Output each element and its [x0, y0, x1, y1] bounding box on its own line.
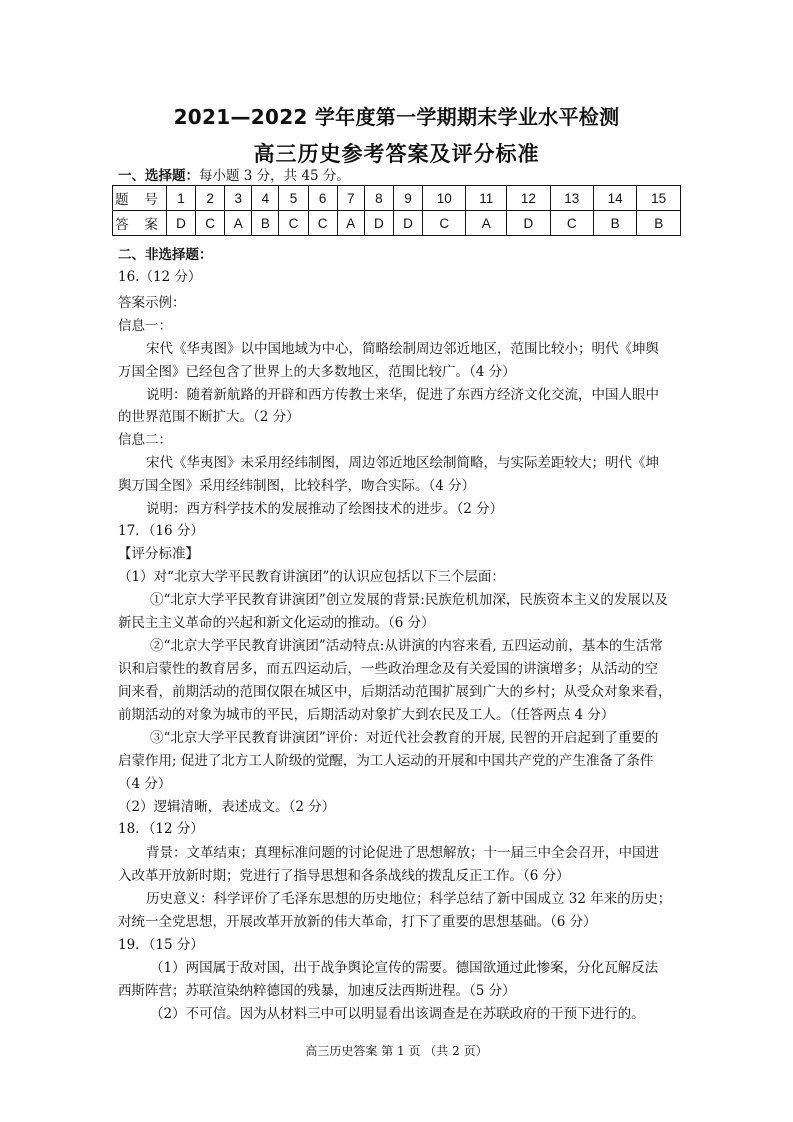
answer-cell: A — [337, 211, 364, 236]
answer-example-label: 答案示例： — [118, 295, 186, 311]
document-subtitle: 高三历史参考答案及评分标准 — [253, 142, 540, 166]
answer-cell: D — [364, 211, 393, 236]
section1-note: 每小题 3 分，共 45 分。 — [199, 168, 350, 184]
question-number: 3 — [225, 186, 252, 211]
body-line: 历史意义：科学评价了毛泽东思想的历史地位；科学总结了新中国成立 32 年来的历史； — [146, 891, 672, 907]
body-line: 舆万国全图》采用经纬制图，比较科学，吻合实际。（4 分） — [118, 478, 476, 494]
body-line: （4 分） — [118, 776, 172, 792]
question-number: 1 — [167, 186, 196, 211]
body-line: ②“北京大学平民教育讲演团”活动特点:从讲演的内容来看, 五四运动前，基本的生活常 — [150, 638, 663, 654]
question-number: 6 — [308, 186, 337, 211]
answer-cell: A — [225, 211, 252, 236]
body-line: 说明：西方科学技术的发展推动了绘图技术的进步。（2 分） — [146, 501, 504, 517]
question-number: 5 — [279, 186, 308, 211]
q18-header: 18．（12 分） — [118, 821, 204, 837]
body-line: （1）对“北京大学平民教育讲演团”的认识应包括以下三个层面： — [118, 569, 505, 585]
section2-heading: 二、非选择题： — [118, 247, 213, 263]
answer-cell: C — [423, 211, 466, 236]
answer-cell: D — [167, 211, 196, 236]
body-line: 对统一全党思想，开展改革开放新的伟大革命，打下了重要的思想基础。（6 分） — [118, 914, 597, 930]
q19-header: 19．（15 分） — [118, 937, 204, 953]
answer-cell: D — [507, 211, 550, 236]
body-line: 新民主主义革命的兴起和新文化运动的推动。（6 分） — [118, 615, 435, 631]
q16-header: 16.（12 分） — [118, 269, 202, 285]
question-number: 8 — [364, 186, 393, 211]
section1-header — [118, 167, 350, 185]
body-line: 启蒙作用; 促进了北方工人阶级的觉醒，为工人运动的开展和中国共产党的产生准备了条件 — [118, 753, 654, 769]
body-line: 说明：随着新航路的开辟和西方传教士来华，促进了东西方经济文化交流，中国人眼中 — [146, 387, 659, 403]
question-number: 9 — [393, 186, 422, 211]
body-line: 前期活动的对象为城市的平民，后期活动对象扩大到农民及工人。（任答两点 4 分） — [118, 707, 615, 723]
body-line: 入改革开放新时期；党进行了指导思想和各条战线的拨乱反正工作。（6 分） — [118, 868, 570, 884]
answer-cell: C — [550, 211, 593, 236]
answer-cell: C — [196, 211, 225, 236]
answer-table — [112, 185, 681, 236]
q17-header: 17．（16 分） — [118, 523, 204, 539]
answer-cell: B — [637, 211, 681, 236]
question-number: 15 — [637, 186, 681, 211]
answer-row — [113, 211, 681, 236]
body-line: ③“北京大学平民教育讲演团”评价：对近代社会教育的开展, 民智的开启起到了重要的 — [150, 730, 659, 746]
body-line: 宋代《华夷图》以中国地域为中心，简略绘制周边邻近地区，范围比较小；明代《坤舆 — [146, 341, 659, 357]
section1-heading: 一、选择题： — [118, 168, 199, 184]
scoring-label: 【评分标准】 — [118, 546, 199, 562]
body-line: 的世界范围不断扩大。（2 分） — [118, 409, 300, 425]
body-line: 西斯阵营；苏联渲染纳粹德国的残暴，加速反法西斯进程。（5 分） — [118, 983, 516, 999]
question-number: 12 — [507, 186, 550, 211]
answer-cell: A — [466, 211, 507, 236]
body-line: （2）不可信。因为从材料三中可以明显看出该调查是在苏联政府的干预下进行的。 — [150, 1006, 645, 1022]
body-line: 背景：文革结束；真理标准问题的讨论促进了思想解放；十一届三中全会召开，中国进 — [146, 845, 659, 861]
body-line: ①“北京大学平民教育讲演团”创立发展的背景:民族危机加深，民族资本主义的发展以及 — [150, 592, 668, 608]
answer-cell: D — [393, 211, 422, 236]
info2-label: 信息二： — [118, 432, 172, 448]
question-number: 2 — [196, 186, 225, 211]
answer-cell: C — [279, 211, 308, 236]
answer-cell: C — [308, 211, 337, 236]
body-line: 间来看，前期活动的范围仅限在城区中，后期活动范围扩展到广大的乡村；从受众对象来看， — [118, 684, 672, 700]
question-number: 4 — [252, 186, 279, 211]
body-line: （2）逻辑清晰，表述成文。（2 分） — [118, 799, 336, 815]
question-number: 11 — [466, 186, 507, 211]
question-number: 13 — [550, 186, 593, 211]
body-line: 识和启蒙性的教育居多，而五四运动后，一些政治理念及有关爱国的讲演增多；从活动的空 — [118, 661, 658, 677]
row-label-number: 题 号 — [113, 186, 167, 211]
info1-label: 信息一： — [118, 318, 172, 334]
page-footer: 高三历史答案 第 1 页 （共 2 页） — [305, 1044, 488, 1058]
question-number: 10 — [423, 186, 466, 211]
body-line: 万国全图》已经包含了世界上的大多数地区，范围比较广。（4 分） — [118, 364, 516, 380]
question-number-row — [113, 186, 681, 211]
row-label-answer: 答 案 — [113, 211, 167, 236]
body-line: （1）两国属于敌对国，出于战争舆论宣传的需要。德国欲通过此惨案，分化瓦解反法 — [150, 960, 659, 976]
body-line: 宋代《华夷图》未采用经纬制图，周边邻近地区绘制简略，与实际差距较大；明代《坤 — [146, 455, 659, 471]
answer-cell: B — [593, 211, 636, 236]
answer-cell: B — [252, 211, 279, 236]
document-title: 2021—2022 学年度第一学期期末学业水平检测 — [173, 105, 620, 129]
question-number: 14 — [593, 186, 636, 211]
question-number: 7 — [337, 186, 364, 211]
